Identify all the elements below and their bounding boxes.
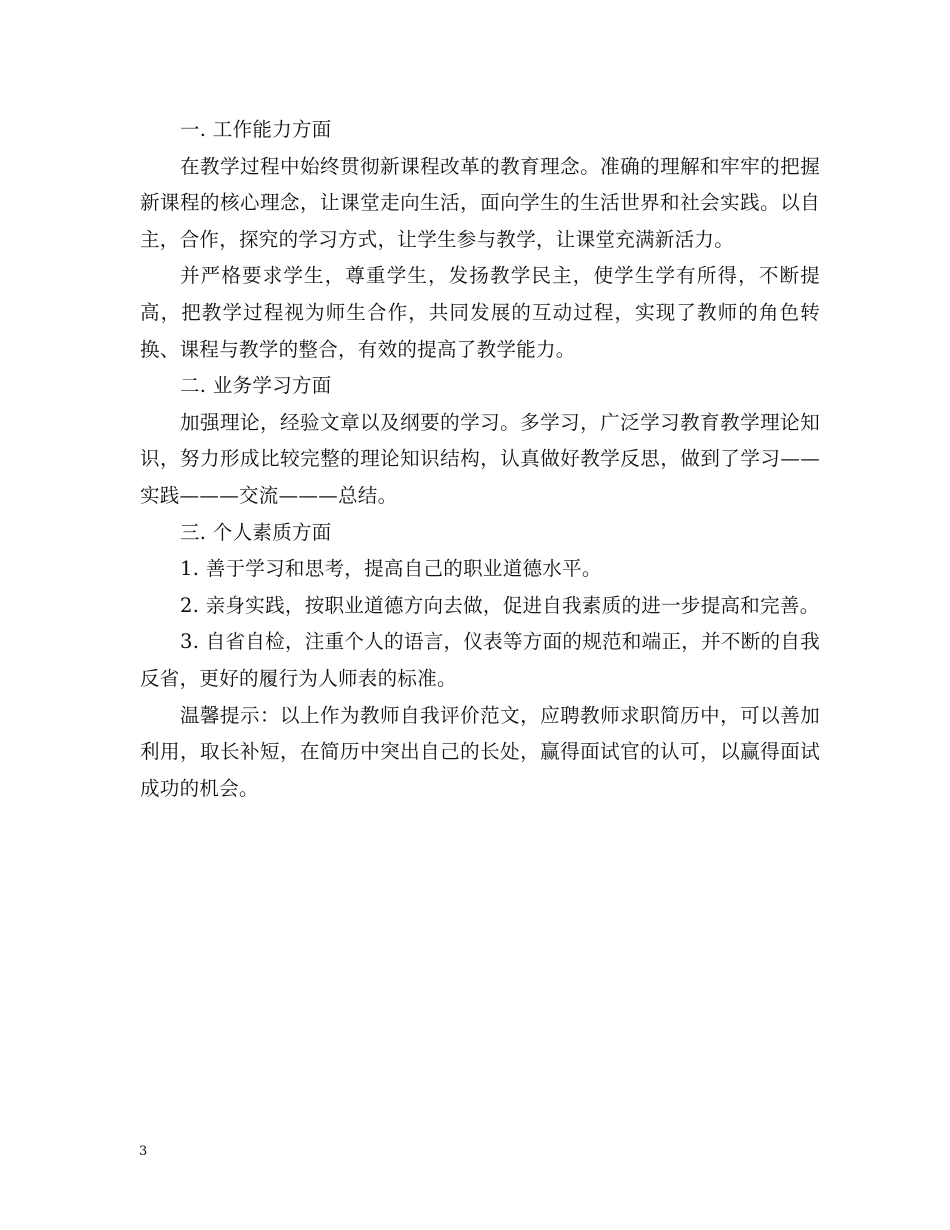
section-heading-work-ability: 一. 工作能力方面: [180, 118, 332, 141]
list-item: 2. 亲身实践，按职业道德方向去做，促进自我素质的进一步提高和完善。: [180, 593, 820, 617]
tip-paragraph: 温馨提示：以上作为教师自我评价范文，应聘教师求职简历中，可以善加利用，取长补短，在简历中突出自己的长处，赢得面试官的认可，以赢得面试成功的机会。: [140, 703, 820, 800]
document-body: [140, 112, 820, 807]
section-heading-personal-quality: 三. 个人素质方面: [180, 520, 332, 544]
body-paragraph: 在教学过程中始终贯彻新课程改革的教育理念。准确的理解和牢牢的把握新课程的核心理念，让课堂走向生活，面向学生的生活世界和社会实践。以自主，合作，探究的学习方式，让学生参与教学，让课堂充满新活力。: [140, 154, 820, 251]
section-heading-business-study: 二. 业务学习方面: [180, 374, 332, 398]
body-paragraph: 加强理论，经验文章以及纲要的学习。多学习，广泛学习教育教学理论知识，努力形成比较完整的理论知识结构，认真做好教学反思，做到了学习——实践———交流———总结。: [140, 410, 820, 507]
list-item: 1. 善于学习和思考，提高自己的职业道德水平。: [180, 557, 602, 581]
body-paragraph: 并严格要求学生，尊重学生，发扬教学民主，使学生学有所得，不断提高，把教学过程视为师生合作，共同发展的互动过程，实现了教师的角色转换、课程与教学的整合，有效的提高了教学能力。: [140, 264, 820, 361]
page-number: 3: [139, 1144, 148, 1159]
list-item: 3. 自省自检，注重个人的语言，仪表等方面的规范和端正，并不断的自我反省，更好的履行为人师表的标准。: [140, 630, 820, 690]
